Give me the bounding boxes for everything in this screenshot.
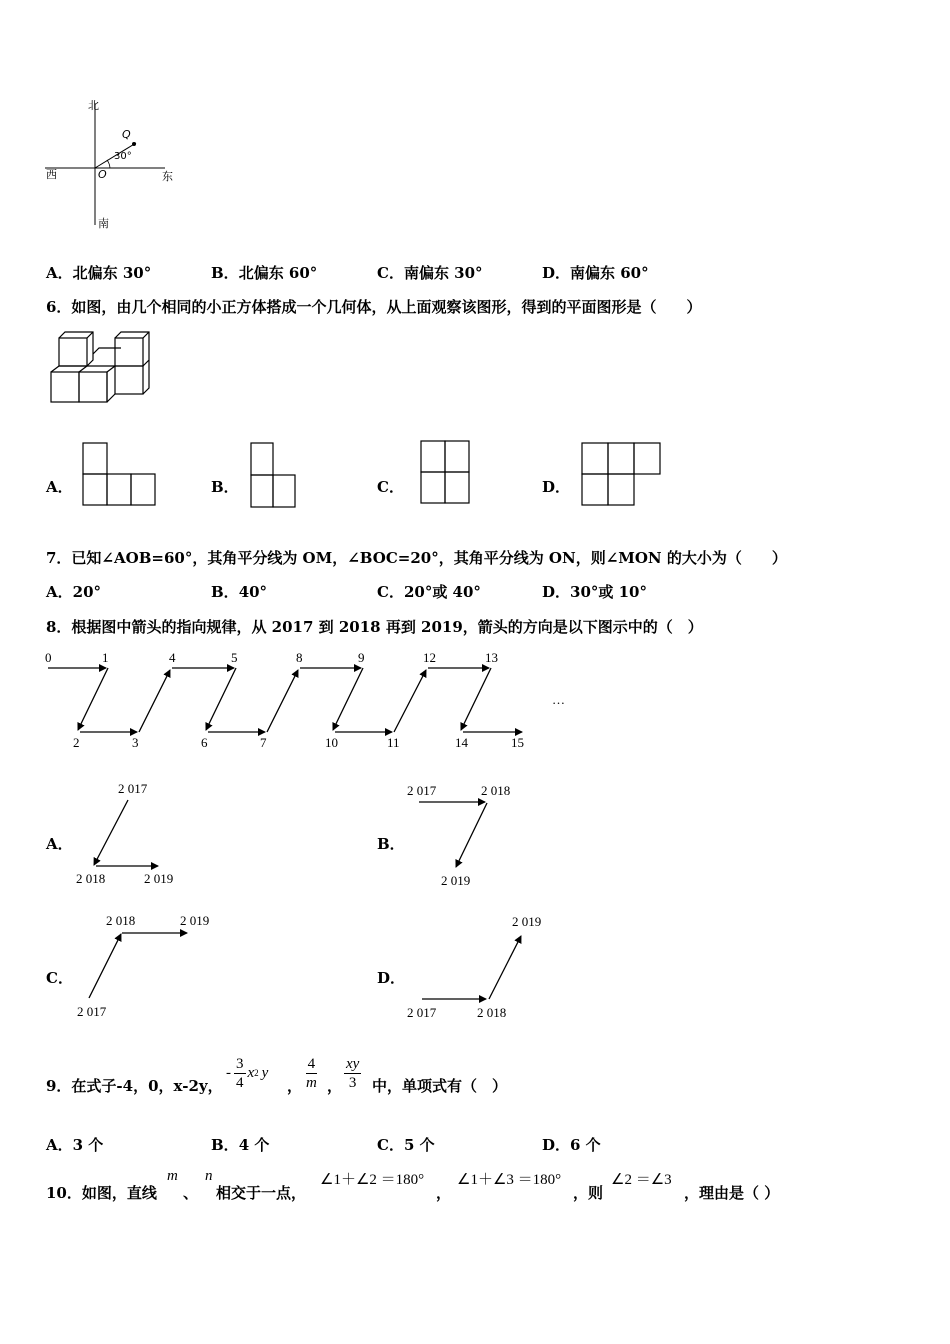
q8-option-b: B． bbox=[377, 835, 405, 853]
q8-figure-a bbox=[80, 795, 170, 875]
fraction-3-4: $\frac{3}{4}$ bbox=[236, 1055, 244, 1091]
angle-label: 30° bbox=[114, 151, 132, 162]
q9-comma-2: ， bbox=[327, 1077, 343, 1095]
q8-c-2017: 2 017 bbox=[77, 1004, 107, 1019]
q8-figure-b bbox=[415, 795, 505, 875]
seq-label-7: 7 bbox=[260, 735, 267, 750]
q7-option-b: B．40° bbox=[211, 583, 268, 601]
q6-option-c: C． bbox=[377, 478, 404, 496]
seq-label-11: 11 bbox=[387, 735, 400, 750]
question-9-suffix: 中，单项式有（ ） bbox=[372, 1077, 508, 1095]
fraction-xy-3: $\frac{xy}{3}$ bbox=[346, 1055, 360, 1091]
question-6: 6．如图，由几个相同的小正方体搭成一个几何体，从上面观察该图形，得到的平面图形是（ ） bbox=[46, 298, 702, 316]
q6-option-d: D． bbox=[542, 478, 571, 496]
q6-figure-c bbox=[420, 440, 474, 504]
q10-line-m: m bbox=[167, 1168, 178, 1184]
q8-a-2018: 2 018 bbox=[76, 871, 106, 886]
q10-comma: ， bbox=[436, 1184, 452, 1202]
q8-figure-c bbox=[85, 925, 195, 1005]
q9-option-a: A．3 个 bbox=[46, 1136, 104, 1154]
q10-dun: 、 bbox=[183, 1184, 199, 1202]
q7-option-c: C．20°或 40° bbox=[377, 583, 481, 601]
seq-label-9: 9 bbox=[358, 650, 365, 665]
q8-d-2017: 2 017 bbox=[407, 1005, 437, 1020]
seq-label-14: 14 bbox=[455, 735, 468, 750]
q9-option-c: C．5 个 bbox=[377, 1136, 435, 1154]
q6-figure-d bbox=[581, 442, 663, 506]
q9-expression-1: - $\frac{3}{4}$ x 2 y bbox=[226, 1055, 269, 1091]
q10-mid: 相交于一点， bbox=[216, 1184, 307, 1202]
q10-eq3: ∠2 ＝∠3 bbox=[611, 1172, 672, 1188]
q5-option-a: A．北偏东 30° bbox=[46, 264, 152, 282]
q8-d-2019: 2 019 bbox=[512, 914, 542, 929]
origin-label: O bbox=[98, 168, 107, 181]
q8-c-2018: 2 018 bbox=[106, 913, 136, 928]
q8-option-c: C． bbox=[46, 969, 73, 987]
question-10-suffix: ，理由是（ ） bbox=[684, 1184, 780, 1202]
q6-option-b: B． bbox=[211, 478, 239, 496]
q5-option-b: B．北偏东 60° bbox=[211, 264, 318, 282]
q8-c-2019: 2 019 bbox=[180, 913, 210, 928]
q9-comma-1: ， bbox=[287, 1077, 303, 1095]
q5-option-d: D．南偏东 60° bbox=[542, 264, 649, 282]
q6-figure-b bbox=[250, 442, 300, 508]
q9-option-b: B．4 个 bbox=[211, 1136, 270, 1154]
q10-then: ，则 bbox=[573, 1184, 604, 1202]
seq-ellipsis: … bbox=[552, 692, 565, 707]
seq-label-13: 13 bbox=[485, 650, 498, 665]
east-label: 东 bbox=[162, 170, 173, 183]
q8-a-2019: 2 019 bbox=[144, 871, 174, 886]
seq-label-10: 10 bbox=[325, 735, 338, 750]
q8-d-2018: 2 018 bbox=[477, 1005, 507, 1020]
seq-label-2: 2 bbox=[73, 735, 80, 750]
seq-label-8: 8 bbox=[296, 650, 303, 665]
seq-label-1: 1 bbox=[102, 650, 109, 665]
q7-option-d: D．30°或 10° bbox=[542, 583, 647, 601]
q9-option-d: D．6 个 bbox=[542, 1136, 601, 1154]
q8-figure-d bbox=[420, 930, 530, 1010]
question-9-prefix: 9．在式子-4，0，x-2y， bbox=[46, 1077, 223, 1095]
fraction-4-m: $\frac{4}{m}$ bbox=[306, 1055, 317, 1091]
q8-a-2017: 2 017 bbox=[118, 781, 148, 796]
south-label: 南 bbox=[98, 217, 109, 230]
west-label: 西 bbox=[46, 168, 57, 181]
q5-option-c: C．南偏东 30° bbox=[377, 264, 483, 282]
seq-label-0: 0 bbox=[45, 650, 52, 665]
q9-expression-3 bbox=[344, 1050, 361, 1096]
q6-figure-a bbox=[82, 442, 158, 506]
q10-eq2: ∠1＋∠3 ＝180° bbox=[457, 1172, 562, 1188]
seq-label-6: 6 bbox=[201, 735, 208, 750]
q8-option-a: A． bbox=[46, 835, 73, 853]
seq-label-3: 3 bbox=[132, 735, 139, 750]
q8-b-2019: 2 019 bbox=[441, 873, 471, 888]
question-7: 7．已知∠AOB=60°，其角平分线为 OM，∠BOC=20°，其角平分线为 ON，则∠MON 的大小为（ ） bbox=[46, 549, 787, 567]
question-8: 8．根据图中箭头的指向规律，从 2017 到 2018 再到 2019，箭头的方向是以下图示中的（ ） bbox=[46, 618, 703, 636]
seq-label-5: 5 bbox=[231, 650, 238, 665]
question-10-prefix: 10．如图，直线 bbox=[46, 1184, 157, 1202]
q8-option-d: D． bbox=[377, 969, 406, 987]
q10-line-n: n bbox=[205, 1168, 213, 1184]
cube-solid-figure bbox=[45, 326, 165, 408]
seq-label-12: 12 bbox=[423, 650, 436, 665]
north-label: 北 bbox=[88, 99, 99, 112]
compass-diagram bbox=[40, 95, 190, 235]
q6-option-a: A． bbox=[46, 478, 73, 496]
q7-option-a: A．20° bbox=[46, 583, 102, 601]
q10-eq1: ∠1＋∠2 ＝180° bbox=[320, 1172, 425, 1188]
seq-label-15: 15 bbox=[511, 735, 524, 750]
point-q-label: Q bbox=[122, 128, 131, 141]
q8-b-2017: 2 017 bbox=[407, 783, 437, 798]
seq-label-4: 4 bbox=[169, 650, 176, 665]
q9-expression-2 bbox=[304, 1050, 319, 1096]
q8-b-2018: 2 018 bbox=[481, 783, 511, 798]
